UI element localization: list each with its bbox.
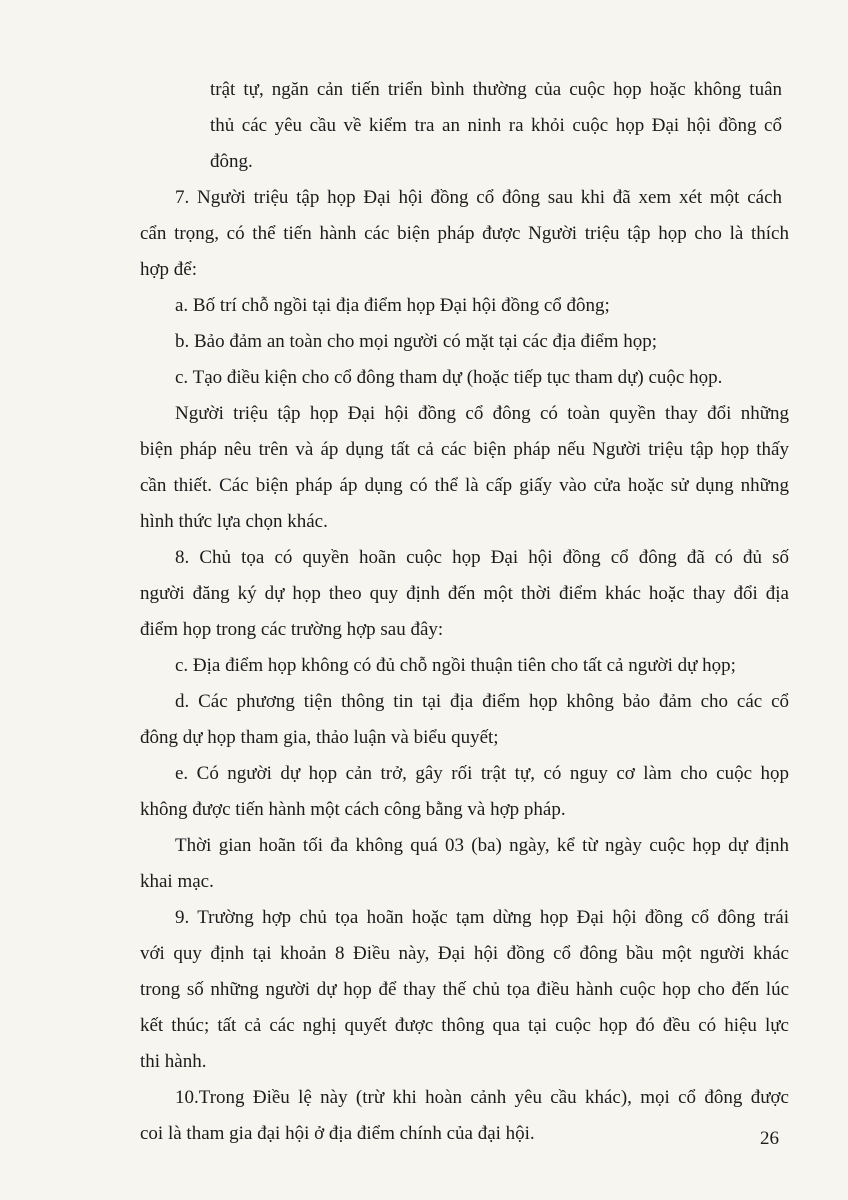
text-line: Thời gian hoãn tối đa không quá 03 (ba) ngày, kể từ ngày cuộc họp dự định <box>175 835 789 856</box>
text-line: cần thiết. Các biện pháp áp dụng có thể là cấp giấy vào cửa hoặc sử dụng những <box>140 475 789 496</box>
item-8-heading: 8. Chủ tọa có quyền hoãn cuộc họp Đại hội đồng cổ đông đã có đủ số <box>175 547 789 568</box>
text-line: đông dự họp tham gia, thảo luận và biểu quyết; <box>140 727 499 748</box>
item-10-heading: 10.Trong Điều lệ này (trừ khi hoàn cảnh yêu cầu khác), mọi cổ đông được <box>175 1087 789 1108</box>
text-line: không được tiến hành một cách công bằng và hợp pháp. <box>140 799 566 820</box>
text-line: đông. <box>210 151 253 172</box>
item-7-heading: 7. Người triệu tập họp Đại hội đồng cổ đông sau khi đã xem xét một cách <box>175 187 782 208</box>
text-line: coi là tham gia đại hội ở địa điểm chính của đại hội. <box>140 1123 535 1144</box>
text-line: kết thúc; tất cả các nghị quyết được thông qua tại cuộc họp đó đều có hiệu lực <box>140 1015 789 1036</box>
text-line: Người triệu tập họp Đại hội đồng cổ đông có toàn quyền thay đổi những <box>175 403 789 424</box>
list-item-d: d. Các phương tiện thông tin tại địa điểm họp không bảo đảm cho các cổ <box>175 691 789 712</box>
text-line: biện pháp nêu trên và áp dụng tất cả các biện pháp nếu Người triệu tập họp thấy <box>140 439 789 460</box>
text-line: khai mạc. <box>140 871 214 892</box>
text-line: trong số những người dự họp để thay thế chủ tọa điều hành cuộc họp cho đến lúc <box>140 979 789 1000</box>
text-line: với quy định tại khoản 8 Điều này, Đại hội đồng cổ đông bầu một người khác <box>140 943 789 964</box>
text-line: thủ các yêu cầu về kiểm tra an ninh ra khỏi cuộc họp Đại hội đồng cổ <box>210 115 782 136</box>
item-9-heading: 9. Trường hợp chủ tọa hoãn hoặc tạm dừng họp Đại hội đồng cổ đông trái <box>175 907 789 928</box>
text-line: người đăng ký dự họp theo quy định đến một thời điểm khác hoặc thay đổi địa <box>140 583 789 604</box>
list-item-b: b. Bảo đảm an toàn cho mọi người có mặt tại các địa điểm họp; <box>175 331 658 352</box>
text-line: điểm họp trong các trường hợp sau đây: <box>140 619 444 640</box>
page-number: 26 <box>760 1128 779 1149</box>
list-item-c: c. Tạo điều kiện cho cổ đông tham dự (hoặc tiếp tục tham dự) cuộc họp. <box>175 367 723 388</box>
text-line: hợp để: <box>140 259 198 280</box>
list-item-c: c. Địa điểm họp không có đủ chỗ ngồi thuận tiên cho tất cả người dự họp; <box>175 655 736 676</box>
text-line: cẩn trọng, có thể tiến hành các biện pháp được Người triệu tập họp cho là thích <box>140 223 789 244</box>
text-line: hình thức lựa chọn khác. <box>140 511 328 532</box>
list-item-a: a. Bố trí chỗ ngồi tại địa điểm họp Đại hội đồng cổ đông; <box>175 295 610 316</box>
text-line: thi hành. <box>140 1051 207 1072</box>
list-item-e: e. Có người dự họp cản trở, gây rối trật tự, có nguy cơ làm cho cuộc họp <box>175 763 789 784</box>
text-line: trật tự, ngăn cản tiến triển bình thường của cuộc họp hoặc không tuân <box>210 79 782 100</box>
